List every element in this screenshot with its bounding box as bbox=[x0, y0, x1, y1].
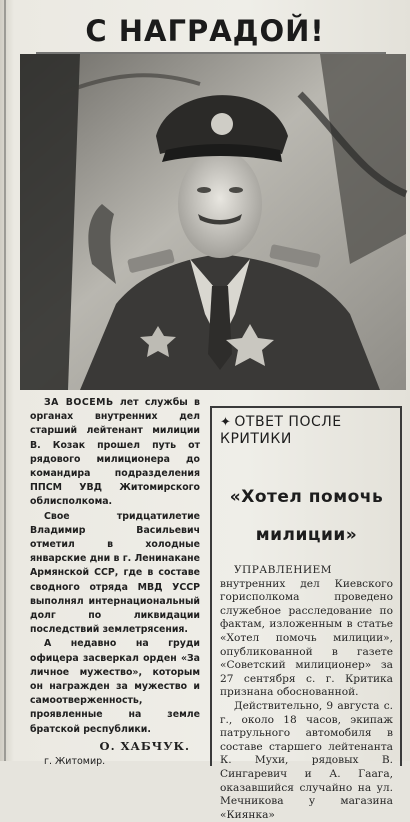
author-signature: О. ХАБЧУК. bbox=[99, 738, 190, 753]
award-lead-caps: ЗА ВОСЕМЬ bbox=[44, 397, 114, 408]
award-paragraph-2: Свое тридцатилетие Владимир Васильевич отметил в холодные январские дни в г. Ленинакане Армянской ССР, где в составе сводного отряда МВД УССР выполнял интернациональный долг по ликвидации последствий землетрясения. bbox=[30, 510, 200, 636]
award-paragraph-1 bbox=[30, 396, 200, 510]
response-lead-caps: УПРАВЛЕНИЕМ bbox=[234, 564, 332, 576]
title-line-1: «Хотел помочь bbox=[229, 487, 384, 507]
rubric-text: ОТВЕТ ПОСЛЕ КРИТИКИ bbox=[220, 414, 342, 447]
award-paragraph-3: А недавно на груди офицера засверкал орден «За личное мужество», которым он награжден за мужество и самоотверженность, проявленные на земле братской республики. bbox=[30, 638, 200, 735]
response-paragraph-2: Действительно, 9 августа с. г., около 18 часов, экипаж патрульного автомобиля в составе старшего лейтенанта К. Мухи, рядовых В. Сингаревич и А. Гаага, оказавшийся случайно на ул. Мечникова у магазина «Киянка» bbox=[220, 699, 393, 821]
page-headline: С НАГРАДОЙ! bbox=[85, 14, 325, 48]
rubric-heading bbox=[220, 414, 393, 448]
response-article-box bbox=[210, 406, 402, 821]
response-paragraph-1-text: внутренних дел Киевского горисполкома проведено служебное расследование по фактам, изложенным в статье «Хотел помочь милиции», опубликованной в газете «Советский милиционер» за 27 сентября с. г. Критика признана обоснованной. bbox=[220, 577, 393, 699]
award-paragraph-1-text: лет службы в органах внутренних дел старший лейтенант милиции В. Козак прошел путь от рядового милиционера до командира подразделения ППСМ УВД Житомирского облисполкома. bbox=[30, 397, 200, 508]
title-line-2: милиции» bbox=[255, 525, 358, 545]
response-article-body bbox=[220, 564, 393, 822]
officer-photo bbox=[20, 54, 406, 390]
award-article bbox=[30, 396, 200, 769]
response-paragraph-1 bbox=[220, 564, 393, 700]
dateline-place: г. Житомир. bbox=[44, 756, 106, 768]
officer-portrait-illustration bbox=[20, 54, 406, 390]
column-rule bbox=[4, 0, 6, 761]
diamond-bullet-icon: ✦ bbox=[220, 415, 232, 430]
response-article-title bbox=[220, 478, 393, 554]
